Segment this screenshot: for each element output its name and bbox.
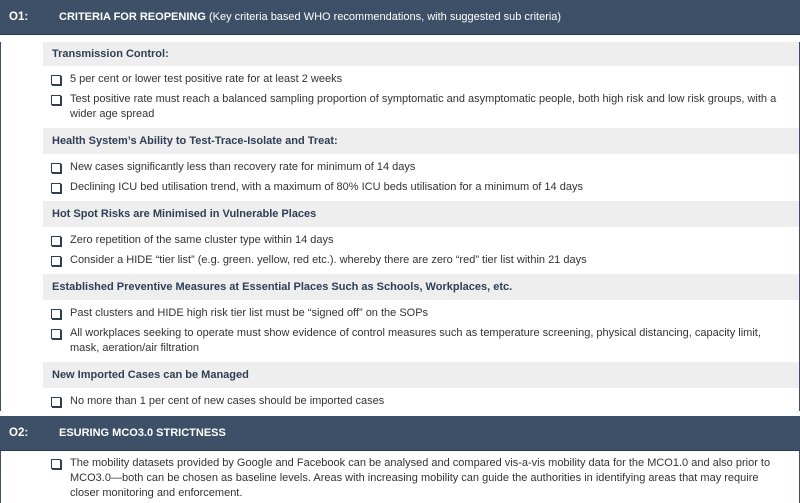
list-item [51, 250, 799, 270]
section-heading: Transmission Control: [43, 42, 799, 66]
o2-title: ESURING MCO3.0 STRICTNESS [59, 427, 226, 439]
section-heading: Health System’s Ability to Test-Trace-Isolate and Treat: [43, 128, 799, 154]
o1-header [0, 0, 800, 35]
list-item [51, 89, 799, 124]
list-item [51, 451, 799, 503]
item-text: The mobility datasets provided by Google and Facebook can be analysed and compared vis-a-vis mobility data for the MCO1.0 and also prior to MCO3.0—both can be chosen as baseline levels. Areas with increasing mobility can guide the authorities in identifying areas that may require closer monitoring and enforcement. [70, 457, 771, 499]
checkbox-icon [51, 75, 61, 85]
section-heading: New Imported Cases can be Managed [43, 362, 799, 388]
checkbox-icon [51, 256, 61, 266]
list-item [51, 227, 799, 250]
o2-header [0, 416, 800, 451]
item-text: All workplaces seeking to operate must show evidence of control measures such as temperature screening, physical distancing, capacity limit, mask, aeration/air filtration [70, 327, 761, 354]
checkbox-icon [51, 397, 61, 407]
checkbox-icon [51, 95, 61, 105]
item-text: Declining ICU bed utilisation trend, with a maximum of 80% ICU beds utilisation for a minimum of 14 days [70, 181, 583, 193]
item-text: Zero repetition of the same cluster type within 14 days [70, 234, 334, 246]
item-text: 5 per cent or lower test positive rate for at least 2 weeks [70, 73, 343, 85]
item-text: Past clusters and HIDE high risk tier list must be “signed off” on the SOPs [70, 307, 429, 319]
section-heading: Hot Spot Risks are Minimised in Vulnerable Places [43, 201, 799, 227]
list-item [51, 177, 799, 197]
o1-code: O1: [9, 11, 29, 23]
item-text: New cases significantly less than recovery rate for minimum of 14 days [70, 161, 416, 173]
item-text: Test positive rate must reach a balanced sampling proportion of symptomatic and asymptomatic people, both high risk and low risk groups, with a wider age spread [70, 93, 777, 120]
checkbox-icon [51, 329, 61, 339]
o1-title: CRITERIA FOR REOPENING [59, 11, 206, 23]
list-item [51, 323, 799, 358]
o2-body [0, 451, 800, 503]
list-item [51, 154, 799, 177]
item-text: No more than 1 per cent of new cases should be imported cases [70, 395, 385, 407]
checkbox-icon [51, 236, 61, 246]
checkbox-icon [51, 459, 61, 469]
list-item [51, 300, 799, 323]
checkbox-icon [51, 163, 61, 173]
o2-code: O2: [9, 427, 29, 439]
o1-body [0, 42, 800, 411]
section-heading: Established Preventive Measures at Essential Places Such as Schools, Workplaces, etc. [43, 274, 799, 300]
checkbox-icon [51, 183, 61, 193]
list-item [51, 66, 799, 89]
checkbox-icon [51, 309, 61, 319]
item-text: Consider a HIDE “tier list” (e.g. green. yellow, red etc.). whereby there are zero “red” tier list within 21 days [70, 254, 587, 266]
o1-subtitle: (Key criteria based WHO recommendations, with suggested sub criteria) [208, 11, 562, 23]
list-item [51, 388, 799, 411]
